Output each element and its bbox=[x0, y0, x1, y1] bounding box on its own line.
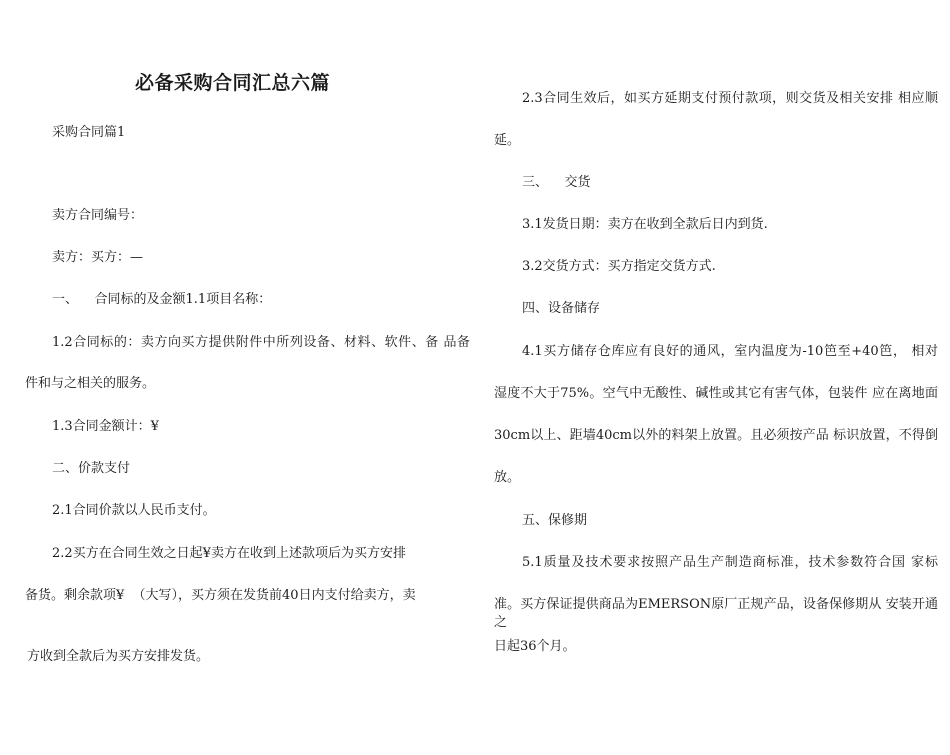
section-3-heading: 三、 交货 bbox=[522, 175, 591, 190]
clause-3-1: 3.1发货日期：卖方在收到全款后日内到货. bbox=[522, 217, 768, 232]
document-title: 必备采购合同汇总六篇 bbox=[135, 72, 331, 94]
clause-4-1-line-1: 4.1买方储存仓库应有良好的通风，室内温度为-10笆至+40笆， 相对 bbox=[522, 344, 938, 359]
clause-2-2-line-3: 方收到全款后为买方安排发货。 bbox=[27, 649, 210, 664]
clause-1-3: 1.3合同金额计：¥ bbox=[52, 419, 159, 434]
clause-5-1-line-2: 准。买方保证提供商品为EMERSON原厂正规产品，设备保修期从 安装开通之 bbox=[494, 597, 938, 630]
clause-4-1-line-3: 30cm以上、距墙40cm以外的料架上放置。且必须按产品 标识放置，不得倒 bbox=[494, 428, 938, 443]
clause-2-2-line-2: 备货。剩余款项¥ （大写），买方须在发货前40日内支付给卖方，卖 bbox=[25, 588, 416, 603]
contract-heading: 采购合同篇1 bbox=[52, 125, 126, 140]
clause-2-3-line-1: 2.3合同生效后，如买方延期支付预付款项，则交货及相关安排 相应顺 bbox=[522, 91, 938, 106]
clause-1-2-line-2: 件和与之相关的服务。 bbox=[25, 376, 156, 391]
clause-5-1-line-1: 5.1质量及技术要求按照产品生产制造商标准，技术参数符合国 家标 bbox=[522, 555, 938, 570]
clause-5-1-line-3: 日起36个月。 bbox=[494, 639, 576, 654]
clause-4-1-line-4: 放。 bbox=[494, 470, 521, 485]
seller-buyer-line: 卖方：买方：— bbox=[52, 250, 144, 265]
clause-2-2-line-1: 2.2买方在合同生效之日起¥卖方在收到上述款项后为买方安排 bbox=[52, 546, 406, 561]
section-4-heading: 四、设备储存 bbox=[522, 301, 601, 316]
seller-contract-number: 卖方合同编号： bbox=[52, 208, 144, 223]
section-2-heading: 二、价款支付 bbox=[52, 461, 131, 476]
section-5-heading: 五、保修期 bbox=[522, 513, 588, 528]
clause-2-1: 2.1合同价款以人民币支付。 bbox=[52, 503, 216, 518]
section-1-heading: 一、 合同标的及金额1.1项目名称： bbox=[52, 292, 272, 307]
clause-3-2: 3.2交货方式：买方指定交货方式. bbox=[522, 259, 716, 274]
clause-4-1-line-2: 湿度不大于75%。空气中无酸性、碱性或其它有害气体，包装件 应在离地面 bbox=[494, 386, 938, 401]
clause-2-3-line-2: 延。 bbox=[494, 133, 521, 148]
clause-1-2-line-1: 1.2合同标的：卖方向买方提供附件中所列设备、材料、软件、备 品备 bbox=[52, 335, 470, 350]
